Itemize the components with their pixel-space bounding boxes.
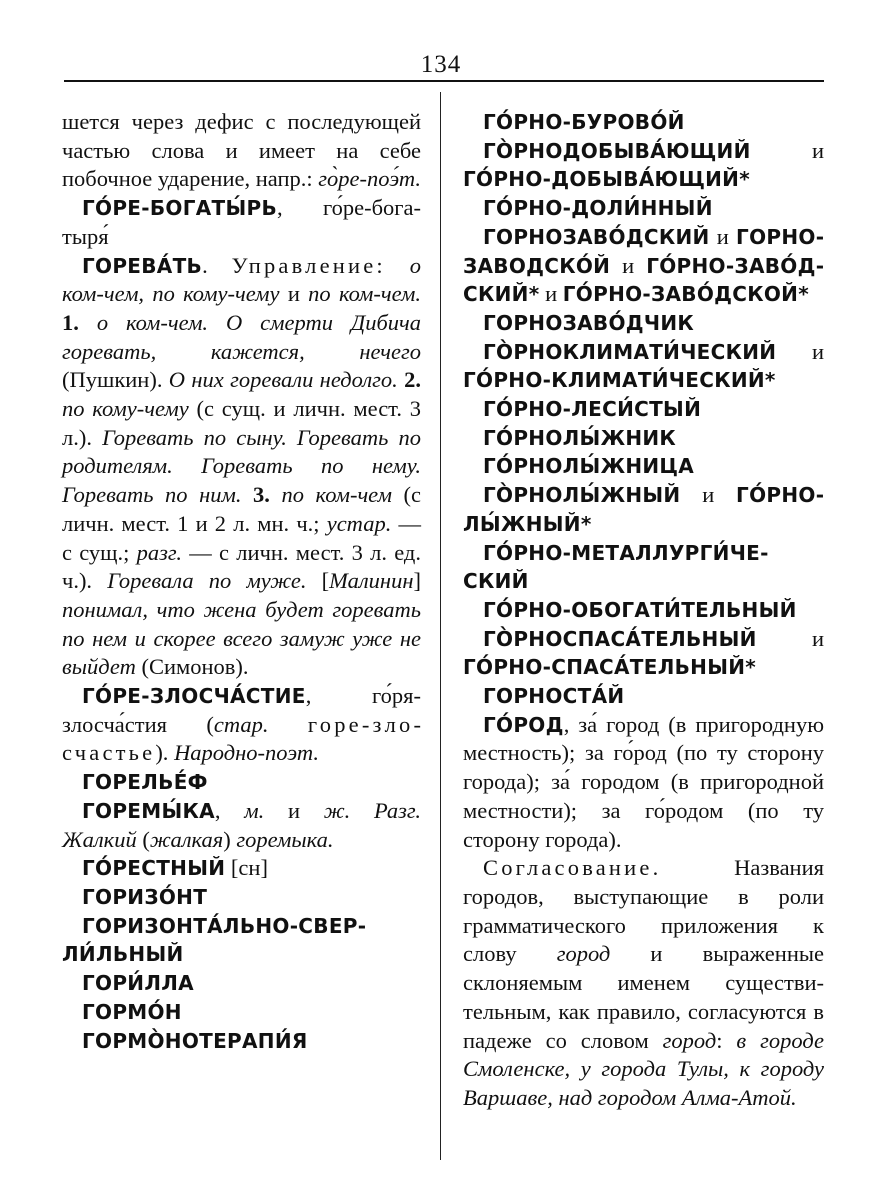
italic-text: понимал, что жена будет горевать по нем и скорее всего замуж уже не выйдет xyxy=(62,596,421,680)
dictionary-entry xyxy=(62,194,421,251)
left-column xyxy=(62,108,421,1055)
headword: ГО́РНО-ЗАВО́ДСКИЙ* xyxy=(463,253,824,307)
dictionary-entry xyxy=(463,596,824,625)
headword: ГО̀РНОСПАСА́ТЕЛЬНЫЙ xyxy=(483,626,757,651)
headword: ГОРИЗОНТА́ЛЬНО-СВЕРЛИ́ЛЬНЫЙ xyxy=(62,913,367,967)
dictionary-entry xyxy=(463,309,824,338)
entry-text: и xyxy=(756,625,824,651)
entry-text: [сн] xyxy=(225,855,268,881)
dictionary-entry xyxy=(463,539,824,596)
headword: ГО́РНОЛЫ́ЖНИК xyxy=(483,425,677,450)
right-column xyxy=(463,108,824,1113)
entry-text: (с личн. мест. 1 и 2 л. мн. ч.; xyxy=(62,482,422,536)
headword: ГО́РНО-ЗАВО́ДСКОЙ* xyxy=(562,282,809,307)
headword: ГО́РЕ-ЗЛОСЧА́СТИЕ xyxy=(82,684,306,709)
italic-text: по кому-чему xyxy=(62,396,189,422)
entry-text: и выраженные склоняемым именем существительным, как правило, согласуются в падеже со словом xyxy=(463,941,824,1053)
italic-text: жалкая xyxy=(149,826,224,852)
dictionary-entry xyxy=(463,137,824,194)
italic-text: о ком-чем. О смерти Дибича горевать, кажется, нечего xyxy=(62,309,421,364)
italic-text: О них горевали недолго. xyxy=(168,367,398,393)
dictionary-entry xyxy=(62,252,421,683)
spaced-text: Согласование. xyxy=(483,855,662,881)
italic-text: Горевала по муже. xyxy=(107,568,307,594)
entry-text: и xyxy=(279,281,309,307)
headword: ГО̀РНОКЛИМАТИ́ЧЕСКИЙ xyxy=(483,339,777,364)
entry-text: и xyxy=(539,281,563,307)
entry-text: и xyxy=(610,252,647,278)
dictionary-entry xyxy=(463,625,824,682)
italic-text: по ком-чем xyxy=(281,482,392,508)
entry-text: , го́ря-злосча́стия ( xyxy=(62,683,421,737)
sense-number: 2. xyxy=(404,367,421,393)
entry-text: ) xyxy=(223,826,237,852)
dictionary-entry xyxy=(463,481,824,538)
headword: ГОРИ́ЛЛА xyxy=(82,971,194,996)
headword: ГОРЕЛЬЕ́Ф xyxy=(82,770,208,795)
headword: ГОРНОЗАВО́ДЧИК xyxy=(483,310,695,335)
headword: ГОРМО̀НОТЕРАПИ́Я xyxy=(82,1028,308,1053)
dictionary-entry xyxy=(62,1027,421,1056)
headword: ГО̀РНОЛЫ́ЖНЫЙ xyxy=(483,483,681,508)
italic-text: устар. xyxy=(326,510,392,536)
dictionary-entry xyxy=(62,998,421,1027)
sense-number: 3. xyxy=(253,482,270,508)
dictionary-entry xyxy=(62,969,421,998)
entry-text: , xyxy=(214,797,245,823)
entry-text: и xyxy=(776,338,824,364)
dictionary-entry xyxy=(62,768,421,797)
headword: ГОРМО́Н xyxy=(82,999,182,1024)
headword: ГО́РНО-ДОБЫВА́ЮЩИЙ* xyxy=(463,167,750,192)
headword: ГО́РЕ-БОГАТЫ́РЬ xyxy=(82,196,278,221)
entry-text: ( xyxy=(136,826,150,852)
entry-text xyxy=(241,482,253,507)
italic-text: Горевать по сыну. Горевать по родителям. Горевать по нему. Горевать по ним. xyxy=(62,424,421,508)
headword: ГО́РНО-КЛИМАТИ́ЧЕСКИЙ* xyxy=(463,368,776,393)
headword: ГО́РНО-ДОЛИ́ННЫЙ xyxy=(483,196,713,221)
headword: ГОРИЗО́НТ xyxy=(82,884,208,909)
entry-text: [ xyxy=(306,568,330,594)
dictionary-entry xyxy=(62,797,421,854)
italic-text: м. xyxy=(244,797,265,823)
italic-text: стар. xyxy=(213,711,269,737)
headword: ГОРНОЗАВОДСКО́Й xyxy=(463,224,824,278)
italic-text: Малинин xyxy=(329,568,414,594)
dictionary-entry xyxy=(463,424,824,453)
dictionary-entry xyxy=(62,883,421,912)
dictionary-entry xyxy=(62,682,421,768)
headword: ГОРЕМЫ́КА xyxy=(82,798,215,823)
entry-text xyxy=(270,482,282,507)
headword: ГОРНОСТА́Й xyxy=(483,684,625,709)
entry-text: и xyxy=(264,797,324,823)
italic-text: горемыка. xyxy=(236,826,334,852)
entry-text: Названия городов, выступающие в роли грамматического приложения к слову xyxy=(463,855,824,967)
entry-text: — с сущ.; xyxy=(62,510,422,565)
entry-text: : xyxy=(716,1027,737,1053)
headword: ГО́РОД xyxy=(483,712,564,737)
dictionary-entry xyxy=(463,194,824,223)
headword: ГО́РНО-СПАСА́ТЕЛЬНЫЙ* xyxy=(463,655,757,680)
headword: ГО́РНОЛЫ́ЖНИЦА xyxy=(483,454,695,479)
entry-text: — с личн. мест. 3 л. ед. ч.). xyxy=(62,539,421,594)
entry-text: (с сущ. и личн. мест. 3 л.). xyxy=(62,396,422,450)
sense-number: 1. xyxy=(62,309,79,335)
headword: ГО́РНО-ОБОГАТИ́ТЕЛЬНЫЙ xyxy=(483,597,797,622)
dictionary-entry xyxy=(62,854,421,883)
entry-text: ). xyxy=(155,740,175,766)
entry-text: , за́ город (в пригородную местность); за го́род (по ту сторону города); за́ городом (в пригородной местности); за го́родом (по ту сторону города). xyxy=(463,711,824,852)
entry-text xyxy=(79,310,97,335)
italic-text: Народно-поэт. xyxy=(174,740,320,766)
italic-text: о ком-чем, по кому-чему xyxy=(62,252,421,307)
italic-text: го̀ре-поэ́т. xyxy=(318,166,421,192)
headword: ГО́РНО-БУРОВО́Й xyxy=(483,110,685,134)
entry-text: и xyxy=(709,223,737,249)
entry-text xyxy=(386,253,410,278)
entry-text: (Симонов). xyxy=(135,654,249,680)
dictionary-entry xyxy=(62,108,421,194)
column-divider xyxy=(440,92,441,1160)
dictionary-entry xyxy=(463,711,824,855)
spaced-text: Управление: xyxy=(231,252,386,278)
italic-text: город xyxy=(556,941,611,967)
headword: ГО́РНО-ЛЕСИ́СТЫЙ xyxy=(483,397,702,422)
headword: ГОРЕВА́ТЬ xyxy=(82,253,203,278)
dictionary-entry xyxy=(463,452,824,481)
entry-text: и xyxy=(680,482,737,508)
headword: ГО̀РНОДОБЫВА́ЮЩИЙ xyxy=(483,138,751,163)
entry-text: . xyxy=(202,252,232,278)
italic-text: город xyxy=(662,1027,717,1053)
italic-text: разг. xyxy=(136,539,183,565)
headword: ГО́РНОЛЫ́ЖНЫЙ* xyxy=(463,483,824,536)
entry-text xyxy=(269,712,308,737)
entry-text: ] xyxy=(413,568,421,594)
dictionary-entry xyxy=(463,395,824,424)
entry-text: шется через дефис с последующей частью слова и имеет на себе побочное ударение, напр.: xyxy=(62,109,421,192)
headword: ГОРНОЗАВО́ДСКИЙ xyxy=(483,224,710,249)
italic-text: ж. Разг. Жалкий xyxy=(62,797,422,852)
italic-text: в городе Смоленске, у города Тулы, к городу Варшаве, над городом Алма-Атой. xyxy=(463,1027,824,1110)
headword: ГО́РЕСТНЫЙ xyxy=(82,856,226,881)
dictionary-entry xyxy=(463,682,824,711)
dictionary-entry xyxy=(62,912,421,969)
entry-text: , го́ре-богатыря́ xyxy=(62,195,421,249)
dictionary-entry xyxy=(463,338,824,395)
dictionary-entry xyxy=(463,108,824,137)
header-rule xyxy=(64,80,824,82)
entry-text: (Пушкин). xyxy=(62,367,169,393)
dictionary-entry xyxy=(463,223,824,309)
headword: ГО́РНО-МЕТАЛЛУРГИ́ЧЕСКИЙ xyxy=(463,540,769,594)
spaced-text: горе-злосчастье xyxy=(62,711,422,766)
page-number: 134 xyxy=(420,51,462,78)
entry-text: и xyxy=(750,137,824,163)
dictionary-entry xyxy=(463,854,824,1112)
italic-text: по ком-чем. xyxy=(308,281,421,307)
